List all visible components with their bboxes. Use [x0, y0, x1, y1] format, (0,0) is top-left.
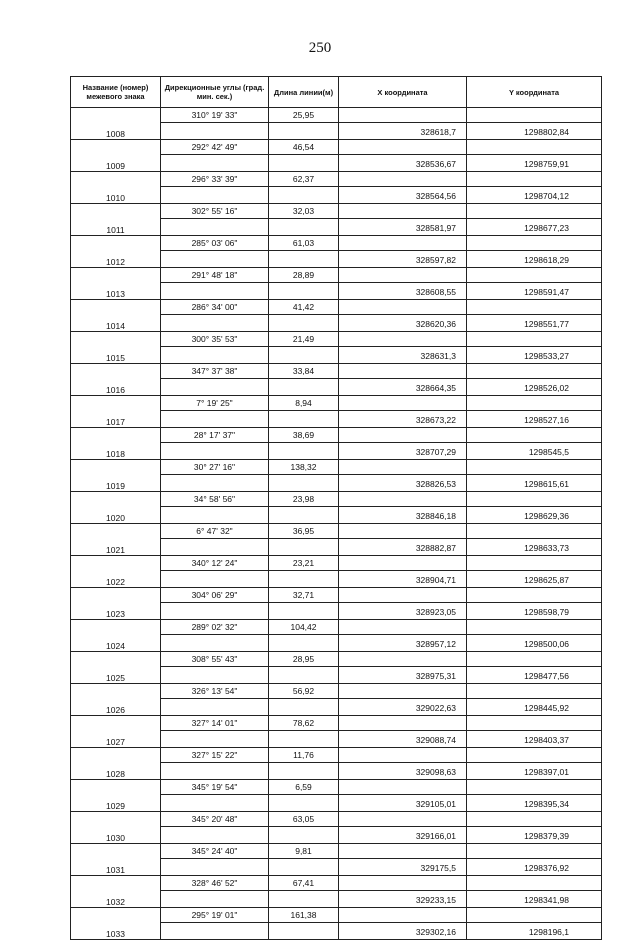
x-coordinate-spacer [339, 300, 467, 315]
y-coordinate: 1298618,29 [467, 251, 602, 268]
point-name: 1030 [71, 812, 161, 844]
line-length-spacer [269, 283, 339, 300]
line-length: 161,38 [269, 908, 339, 923]
point-name: 1015 [71, 332, 161, 364]
header-point-name: Название (номер) межевого знака [71, 77, 161, 108]
x-coordinate: 329233,15 [339, 891, 467, 908]
y-coordinate: 1298704,12 [467, 187, 602, 204]
direction-angle: 296° 33' 39" [161, 172, 269, 187]
y-coordinate-spacer [467, 652, 602, 667]
x-coordinate-spacer [339, 364, 467, 379]
y-coordinate: 1298759,91 [467, 155, 602, 172]
table-row [71, 812, 602, 827]
direction-angle: 28° 17' 37" [161, 428, 269, 443]
point-name: 1011 [71, 204, 161, 236]
direction-angle-spacer [161, 155, 269, 172]
x-coordinate-spacer [339, 140, 467, 155]
direction-angle: 302° 55' 16" [161, 204, 269, 219]
x-coordinate: 328882,87 [339, 539, 467, 556]
line-length-spacer [269, 859, 339, 876]
point-name: 1028 [71, 748, 161, 780]
y-coordinate-spacer [467, 620, 602, 635]
direction-angle-spacer [161, 411, 269, 428]
y-coordinate-spacer [467, 300, 602, 315]
table-row [71, 652, 602, 667]
line-length-spacer [269, 379, 339, 396]
x-coordinate-spacer [339, 716, 467, 731]
y-coordinate-spacer [467, 428, 602, 443]
line-length-spacer [269, 187, 339, 204]
table-row [71, 748, 602, 763]
line-length: 8,94 [269, 396, 339, 411]
y-coordinate-spacer [467, 588, 602, 603]
y-coordinate-spacer [467, 108, 602, 123]
line-length: 46,54 [269, 140, 339, 155]
x-coordinate: 328923,05 [339, 603, 467, 620]
line-length-spacer [269, 507, 339, 524]
direction-angle-spacer [161, 763, 269, 780]
x-coordinate-spacer [339, 748, 467, 763]
line-length: 28,89 [269, 268, 339, 283]
table-row [71, 684, 602, 699]
direction-angle-spacer [161, 603, 269, 620]
line-length: 6,59 [269, 780, 339, 795]
table-row [71, 268, 602, 283]
header-line-length: Длина линии(м) [269, 77, 339, 108]
line-length: 9,81 [269, 844, 339, 859]
direction-angle: 285° 03' 06" [161, 236, 269, 251]
line-length: 23,21 [269, 556, 339, 571]
y-coordinate-spacer [467, 492, 602, 507]
line-length: 63,05 [269, 812, 339, 827]
x-coordinate: 329302,16 [339, 923, 467, 940]
x-coordinate-spacer [339, 268, 467, 283]
table-row [71, 908, 602, 923]
line-length: 33,84 [269, 364, 339, 379]
line-length: 21,49 [269, 332, 339, 347]
y-coordinate-spacer [467, 332, 602, 347]
y-coordinate: 1298625,87 [467, 571, 602, 588]
point-name: 1025 [71, 652, 161, 684]
line-length-spacer [269, 795, 339, 812]
x-coordinate: 328826,53 [339, 475, 467, 492]
line-length: 61,03 [269, 236, 339, 251]
direction-angle-spacer [161, 379, 269, 396]
direction-angle-spacer [161, 827, 269, 844]
y-coordinate-spacer [467, 876, 602, 891]
table-row [71, 588, 602, 603]
line-length-spacer [269, 635, 339, 652]
x-coordinate: 329105,01 [339, 795, 467, 812]
direction-angle: 300° 35' 53" [161, 332, 269, 347]
table-body [71, 108, 602, 940]
direction-angle: 345° 24' 40" [161, 844, 269, 859]
direction-angle: 6° 47' 32" [161, 524, 269, 539]
point-name: 1010 [71, 172, 161, 204]
direction-angle: 7° 19' 25" [161, 396, 269, 411]
line-length: 32,71 [269, 588, 339, 603]
x-coordinate-spacer [339, 236, 467, 251]
direction-angle-spacer [161, 315, 269, 332]
line-length: 62,37 [269, 172, 339, 187]
line-length: 32,03 [269, 204, 339, 219]
direction-angle-spacer [161, 699, 269, 716]
x-coordinate-spacer [339, 460, 467, 475]
line-length: 104,42 [269, 620, 339, 635]
page-number: 250 [308, 40, 332, 56]
point-name: 1020 [71, 492, 161, 524]
table-row [71, 172, 602, 187]
x-coordinate: 328673,22 [339, 411, 467, 428]
y-coordinate: 1298395,34 [467, 795, 602, 812]
x-coordinate: 329175,5 [339, 859, 467, 876]
direction-angle-spacer [161, 219, 269, 236]
table-row [71, 460, 602, 475]
x-coordinate-spacer [339, 492, 467, 507]
x-coordinate: 329022,63 [339, 699, 467, 716]
y-coordinate-spacer [467, 908, 602, 923]
table-row [71, 716, 602, 731]
table-row [71, 620, 602, 635]
x-coordinate: 329098,63 [339, 763, 467, 780]
y-coordinate: 1298802,84 [467, 123, 602, 140]
x-coordinate-spacer [339, 588, 467, 603]
direction-angle-spacer [161, 347, 269, 364]
point-name: 1018 [71, 428, 161, 460]
x-coordinate: 328846,18 [339, 507, 467, 524]
x-coordinate-spacer [339, 812, 467, 827]
point-name: 1024 [71, 620, 161, 652]
x-coordinate: 328597,82 [339, 251, 467, 268]
line-length: 23,98 [269, 492, 339, 507]
x-coordinate: 328904,71 [339, 571, 467, 588]
x-coordinate: 328608,55 [339, 283, 467, 300]
point-name: 1032 [71, 876, 161, 908]
point-name: 1013 [71, 268, 161, 300]
line-length-spacer [269, 539, 339, 556]
table-row [71, 364, 602, 379]
direction-angle: 326° 13' 54" [161, 684, 269, 699]
x-coordinate-spacer [339, 876, 467, 891]
y-coordinate-spacer [467, 268, 602, 283]
y-coordinate-spacer [467, 844, 602, 859]
y-coordinate-spacer [467, 780, 602, 795]
x-coordinate: 328618,7 [339, 123, 467, 140]
line-length: 78,62 [269, 716, 339, 731]
line-length-spacer [269, 315, 339, 332]
direction-angle-spacer [161, 731, 269, 748]
line-length: 11,76 [269, 748, 339, 763]
line-length-spacer [269, 699, 339, 716]
header-direction-angle: Дирекционные углы (град. мин. сек.) [161, 77, 269, 108]
y-coordinate-spacer [467, 172, 602, 187]
x-coordinate-spacer [339, 524, 467, 539]
line-length: 28,95 [269, 652, 339, 667]
y-coordinate: 1298376,92 [467, 859, 602, 876]
direction-angle: 327° 15' 22" [161, 748, 269, 763]
x-coordinate-spacer [339, 556, 467, 571]
line-length: 38,69 [269, 428, 339, 443]
direction-angle: 30° 27' 16" [161, 460, 269, 475]
y-coordinate-spacer [467, 556, 602, 571]
x-coordinate: 328536,67 [339, 155, 467, 172]
point-name: 1023 [71, 588, 161, 620]
y-coordinate-spacer [467, 204, 602, 219]
line-length-spacer [269, 731, 339, 748]
line-length: 25,95 [269, 108, 339, 123]
x-coordinate: 328664,35 [339, 379, 467, 396]
line-length-spacer [269, 571, 339, 588]
direction-angle: 34° 58' 56" [161, 492, 269, 507]
point-name: 1019 [71, 460, 161, 492]
point-name: 1031 [71, 844, 161, 876]
line-length-spacer [269, 219, 339, 236]
y-coordinate: 1298551,77 [467, 315, 602, 332]
direction-angle: 291° 48' 18" [161, 268, 269, 283]
y-coordinate-spacer [467, 684, 602, 699]
y-coordinate: 1298403,37 [467, 731, 602, 748]
header-y-coordinate: Y координата [467, 77, 602, 108]
line-length-spacer [269, 251, 339, 268]
direction-angle-spacer [161, 123, 269, 140]
y-coordinate: 1298379,39 [467, 827, 602, 844]
x-coordinate-spacer [339, 652, 467, 667]
direction-angle-spacer [161, 507, 269, 524]
table-header-row [71, 77, 602, 108]
table-row [71, 876, 602, 891]
table-row [71, 236, 602, 251]
y-coordinate-spacer [467, 812, 602, 827]
line-length-spacer [269, 443, 339, 460]
direction-angle: 345° 20' 48" [161, 812, 269, 827]
direction-angle-spacer [161, 635, 269, 652]
y-coordinate: 1298527,16 [467, 411, 602, 428]
x-coordinate: 328631,3 [339, 347, 467, 364]
point-name: 1012 [71, 236, 161, 268]
y-coordinate-spacer [467, 236, 602, 251]
table-row [71, 492, 602, 507]
x-coordinate: 328564,56 [339, 187, 467, 204]
table-row [71, 300, 602, 315]
direction-angle: 347° 37' 38" [161, 364, 269, 379]
x-coordinate-spacer [339, 396, 467, 411]
x-coordinate-spacer [339, 172, 467, 187]
y-coordinate: 1298397,01 [467, 763, 602, 780]
y-coordinate: 1298615,61 [467, 475, 602, 492]
y-coordinate: 1298477,56 [467, 667, 602, 684]
direction-angle-spacer [161, 475, 269, 492]
direction-angle-spacer [161, 667, 269, 684]
x-coordinate-spacer [339, 332, 467, 347]
direction-angle-spacer [161, 283, 269, 300]
direction-angle: 340° 12' 24" [161, 556, 269, 571]
point-name: 1009 [71, 140, 161, 172]
point-name: 1033 [71, 908, 161, 940]
x-coordinate: 328707,29 [339, 443, 467, 460]
line-length-spacer [269, 667, 339, 684]
point-name: 1014 [71, 300, 161, 332]
direction-angle: 304° 06' 29" [161, 588, 269, 603]
x-coordinate-spacer [339, 204, 467, 219]
direction-angle-spacer [161, 539, 269, 556]
direction-angle-spacer [161, 251, 269, 268]
y-coordinate: 1298598,79 [467, 603, 602, 620]
y-coordinate: 1298526,02 [467, 379, 602, 396]
line-length-spacer [269, 411, 339, 428]
header-x-coordinate: X координата [339, 77, 467, 108]
direction-angle: 327° 14' 01" [161, 716, 269, 731]
y-coordinate: 1298633,73 [467, 539, 602, 556]
direction-angle: 328° 46' 52" [161, 876, 269, 891]
x-coordinate-spacer [339, 684, 467, 699]
direction-angle-spacer [161, 795, 269, 812]
direction-angle: 295° 19' 01" [161, 908, 269, 923]
x-coordinate: 328581,97 [339, 219, 467, 236]
point-name: 1017 [71, 396, 161, 428]
point-name: 1027 [71, 716, 161, 748]
table-row [71, 140, 602, 155]
table-row [71, 844, 602, 859]
y-coordinate-spacer [467, 396, 602, 411]
table-row [71, 780, 602, 795]
table-row [71, 108, 602, 123]
x-coordinate: 329088,74 [339, 731, 467, 748]
x-coordinate-spacer [339, 428, 467, 443]
x-coordinate-spacer [339, 908, 467, 923]
y-coordinate: 1298341,98 [467, 891, 602, 908]
line-length-spacer [269, 603, 339, 620]
table-row [71, 332, 602, 347]
direction-angle-spacer [161, 923, 269, 940]
direction-angle: 292° 42' 49" [161, 140, 269, 155]
y-coordinate: 1298196,1 [467, 923, 602, 940]
direction-angle-spacer [161, 571, 269, 588]
line-length: 36,95 [269, 524, 339, 539]
direction-angle: 289° 02' 32" [161, 620, 269, 635]
y-coordinate-spacer [467, 748, 602, 763]
x-coordinate-spacer [339, 780, 467, 795]
y-coordinate-spacer [467, 460, 602, 475]
point-name: 1016 [71, 364, 161, 396]
coordinates-table [70, 76, 602, 940]
point-name: 1021 [71, 524, 161, 556]
y-coordinate: 1298677,23 [467, 219, 602, 236]
x-coordinate: 329166,01 [339, 827, 467, 844]
y-coordinate-spacer [467, 524, 602, 539]
direction-angle: 345° 19' 54" [161, 780, 269, 795]
line-length: 138,32 [269, 460, 339, 475]
line-length-spacer [269, 923, 339, 940]
direction-angle-spacer [161, 443, 269, 460]
line-length-spacer [269, 827, 339, 844]
direction-angle: 286° 34' 00" [161, 300, 269, 315]
table-row [71, 556, 602, 571]
direction-angle: 310° 19' 33" [161, 108, 269, 123]
x-coordinate-spacer [339, 844, 467, 859]
x-coordinate-spacer [339, 108, 467, 123]
y-coordinate-spacer [467, 140, 602, 155]
y-coordinate: 1298500,06 [467, 635, 602, 652]
point-name: 1026 [71, 684, 161, 716]
table-row [71, 396, 602, 411]
x-coordinate-spacer [339, 620, 467, 635]
point-name: 1029 [71, 780, 161, 812]
line-length-spacer [269, 123, 339, 140]
point-name: 1022 [71, 556, 161, 588]
y-coordinate-spacer [467, 716, 602, 731]
line-length: 41,42 [269, 300, 339, 315]
x-coordinate: 328957,12 [339, 635, 467, 652]
line-length-spacer [269, 347, 339, 364]
direction-angle-spacer [161, 187, 269, 204]
x-coordinate: 328975,31 [339, 667, 467, 684]
direction-angle: 308° 55' 43" [161, 652, 269, 667]
line-length-spacer [269, 763, 339, 780]
x-coordinate: 328620,36 [339, 315, 467, 332]
line-length-spacer [269, 155, 339, 172]
direction-angle-spacer [161, 859, 269, 876]
table-row [71, 428, 602, 443]
y-coordinate: 1298533,27 [467, 347, 602, 364]
y-coordinate-spacer [467, 364, 602, 379]
y-coordinate: 1298629,36 [467, 507, 602, 524]
y-coordinate: 1298591,47 [467, 283, 602, 300]
line-length-spacer [269, 475, 339, 492]
line-length: 67,41 [269, 876, 339, 891]
table-row [71, 524, 602, 539]
y-coordinate: 1298445,92 [467, 699, 602, 716]
point-name: 1008 [71, 108, 161, 140]
line-length: 56,92 [269, 684, 339, 699]
table-row [71, 204, 602, 219]
y-coordinate: 1298545,5 [467, 443, 602, 460]
